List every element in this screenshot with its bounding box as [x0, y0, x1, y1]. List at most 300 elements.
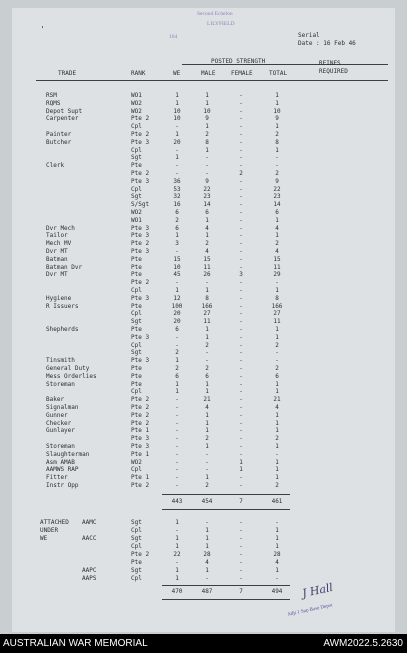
- cell-rank: Pte: [131, 372, 142, 380]
- attached-row: [12, 567, 395, 575]
- cell-rank: WO2: [131, 458, 142, 466]
- cell-trade: Storeman: [46, 380, 75, 388]
- cell-we: 1: [175, 535, 179, 542]
- cell-trade: Shepherds: [46, 326, 79, 333]
- cell-trade: R Issuers: [46, 302, 79, 310]
- cell-male: -: [205, 357, 209, 365]
- cell-rank: Sgt: [131, 349, 142, 357]
- cell-male: -: [205, 575, 209, 582]
- we-heading: WE: [40, 535, 48, 542]
- cell-we: -: [175, 248, 179, 255]
- cell-trade: Asm AMAB: [46, 458, 75, 466]
- cell-rank: WO2: [131, 209, 142, 216]
- cell-unit: AAPC: [82, 567, 97, 574]
- cell-total: -: [275, 279, 279, 287]
- cell-female: -: [239, 357, 243, 365]
- cell-rank: Cpl: [131, 466, 142, 474]
- cell-male: -: [205, 170, 209, 177]
- cell-total: 1: [275, 474, 279, 482]
- table-row: [12, 404, 395, 412]
- cell-male: 2: [205, 341, 209, 349]
- cell-rank: Pte: [131, 302, 142, 310]
- cell-male: 2: [205, 240, 209, 248]
- cell-male: 1: [205, 535, 209, 542]
- cell-total: 1: [275, 458, 279, 466]
- cell-trade: Depot Supt: [46, 107, 83, 115]
- cell-we: 53: [173, 185, 181, 193]
- table-row: [12, 451, 395, 459]
- cell-rank: Sgt: [131, 519, 142, 526]
- table-row: [12, 154, 395, 162]
- footer-credit: AUSTRALIAN WAR MEMORIAL: [3, 638, 148, 649]
- table-row: [12, 178, 395, 186]
- subtotal-rule: [162, 494, 290, 495]
- cell-we: 16: [173, 201, 181, 209]
- table-row: [12, 108, 395, 116]
- cell-we: 2: [175, 349, 179, 357]
- cell-female: -: [239, 543, 243, 550]
- cell-female: -: [239, 365, 243, 372]
- cell-female: -: [239, 380, 243, 388]
- cell-female: -: [239, 287, 243, 294]
- cell-male: 1: [205, 388, 209, 396]
- grand-total-rule: [162, 585, 290, 586]
- table-row: [12, 388, 395, 396]
- table-row: [12, 420, 395, 428]
- cell-male: -: [205, 450, 209, 458]
- cell-total: 1: [275, 419, 279, 427]
- cell-male: -: [205, 162, 209, 170]
- cell-we: 1: [175, 154, 179, 162]
- cell-rank: Pte: [131, 326, 142, 333]
- table-row: [12, 147, 395, 155]
- cell-male: 14: [203, 201, 211, 209]
- cell-female: -: [239, 107, 243, 115]
- cell-total: 21: [273, 396, 281, 404]
- cell-we: -: [175, 396, 179, 404]
- cell-male: 8: [205, 138, 209, 146]
- cell-total: 1: [275, 427, 279, 435]
- cell-rank: Pte 1: [131, 474, 150, 482]
- cell-unit: AAPS: [82, 575, 97, 582]
- cell-total: 1: [275, 443, 279, 450]
- cell-total: 2: [275, 240, 279, 248]
- cell-trade: Baker: [46, 396, 65, 404]
- cell-female: -: [239, 138, 243, 146]
- cell-rank: WO2: [131, 107, 142, 115]
- cell-trade: Signalman: [46, 404, 79, 411]
- cell-rank: WO1: [131, 92, 142, 99]
- table-row: [12, 381, 395, 389]
- cell-female: -: [239, 341, 243, 349]
- cell-we: 1: [175, 519, 179, 526]
- cell-total: 10: [273, 107, 281, 115]
- cell-female: -: [239, 551, 243, 558]
- cell-male: 1: [205, 232, 209, 240]
- cell-male: 1: [205, 99, 209, 107]
- cell-total: 4: [275, 404, 279, 411]
- received-stamp-line2: LILYFIELD: [207, 21, 235, 27]
- cell-we: 32: [173, 193, 181, 201]
- cell-total: 23: [273, 193, 281, 201]
- cell-female: -: [239, 240, 243, 248]
- table-row: [12, 162, 395, 170]
- subtotal-male: 454: [201, 498, 213, 505]
- cell-rank: Pte 3: [131, 435, 150, 443]
- cell-we: -: [175, 435, 179, 443]
- cell-rank: Sgt: [131, 535, 142, 542]
- table-row: [12, 334, 395, 342]
- cell-male: 1: [205, 123, 209, 131]
- cell-we: -: [175, 170, 179, 177]
- cell-total: 1: [275, 535, 279, 542]
- cell-total: 1: [275, 388, 279, 396]
- cell-rank: Pte: [131, 559, 142, 566]
- cell-we: -: [175, 474, 179, 482]
- cell-trade: Butcher: [46, 138, 72, 146]
- cell-we: 1: [175, 380, 179, 388]
- cell-female: -: [239, 193, 243, 201]
- cell-female: -: [239, 535, 243, 542]
- table-row: [12, 170, 395, 178]
- cell-female: -: [239, 123, 243, 131]
- cell-female: -: [239, 404, 243, 411]
- cell-we: -: [175, 450, 179, 458]
- cell-total: 1: [275, 527, 279, 534]
- cell-male: 2: [205, 365, 209, 372]
- cell-rank: Cpl: [131, 543, 142, 550]
- footer-bar: [0, 634, 407, 653]
- cell-we: 36: [173, 177, 181, 185]
- cell-rank: S/Sgt: [131, 201, 150, 209]
- cell-we: 20: [173, 138, 181, 146]
- cell-male: -: [205, 349, 209, 357]
- subtotal-we: 443: [171, 498, 183, 505]
- cell-rank: Pte 3: [131, 443, 150, 450]
- cell-female: -: [239, 349, 243, 357]
- cell-trade: Carpenter: [46, 115, 79, 123]
- cell-rank: Sgt: [131, 154, 142, 162]
- cell-total: 11: [273, 318, 281, 326]
- cell-female: -: [239, 248, 243, 255]
- cell-trade: Batman Dvr: [46, 263, 83, 271]
- cell-female: -: [239, 162, 243, 170]
- cell-we: -: [175, 458, 179, 466]
- cell-rank: Pte: [131, 255, 142, 263]
- cell-we: 12: [173, 294, 181, 302]
- cell-female: 1: [239, 466, 243, 474]
- cell-trade: Mess Orderlies: [46, 372, 97, 380]
- cell-female: 2: [239, 170, 243, 177]
- attached-row: [12, 575, 395, 583]
- punch-mark: ': [40, 25, 45, 34]
- cell-we: -: [175, 123, 179, 131]
- table-row: [12, 256, 395, 264]
- cell-male: 1: [205, 427, 209, 435]
- cell-trade: Tinsmith: [46, 357, 75, 365]
- cell-male: 4: [205, 559, 209, 566]
- table-row: [12, 466, 395, 474]
- cell-male: 28: [203, 551, 211, 558]
- cell-female: -: [239, 263, 243, 271]
- cell-total: 1: [275, 326, 279, 333]
- cell-trade: Storeman: [46, 443, 75, 450]
- cell-female: -: [239, 92, 243, 99]
- cell-we: 10: [173, 107, 181, 115]
- cell-total: 4: [275, 248, 279, 255]
- cell-female: -: [239, 302, 243, 310]
- document-page: [12, 8, 395, 632]
- cell-rank: Cpl: [131, 146, 142, 154]
- cell-female: -: [239, 559, 243, 566]
- subtotal-total: 461: [271, 498, 283, 505]
- cell-male: 1: [205, 146, 209, 154]
- signature: J Hall: [300, 580, 335, 601]
- cell-trade: General Duty: [46, 365, 90, 372]
- cell-trade: Hygiene: [46, 294, 72, 302]
- table-row: [12, 225, 395, 233]
- cell-female: -: [239, 372, 243, 380]
- cell-male: -: [205, 279, 209, 287]
- cell-total: 1: [275, 567, 279, 574]
- cell-female: -: [239, 527, 243, 534]
- cell-male: 21: [203, 396, 211, 404]
- cell-male: 11: [203, 263, 211, 271]
- table-row: [12, 349, 395, 357]
- cell-female: -: [239, 318, 243, 326]
- cell-we: 45: [173, 271, 181, 279]
- table-row: [12, 326, 395, 334]
- cell-female: -: [239, 427, 243, 435]
- table-row: [12, 443, 395, 451]
- cell-we: 6: [175, 372, 179, 380]
- grand-total-row: [12, 588, 395, 596]
- cell-female: -: [239, 443, 243, 450]
- cell-trade: Slaughterman: [46, 450, 90, 458]
- cell-total: 166: [271, 302, 283, 310]
- cell-total: 4: [275, 559, 279, 566]
- cell-rank: Pte 2: [131, 396, 150, 404]
- table-row: [12, 248, 395, 256]
- cell-rank: Pte 2: [131, 419, 150, 427]
- cell-total: -: [275, 357, 279, 365]
- subtotal-rule-bottom: [162, 509, 290, 510]
- cell-total: 2: [275, 170, 279, 177]
- cell-we: -: [175, 443, 179, 450]
- cell-total: 1: [275, 287, 279, 294]
- cell-female: -: [239, 435, 243, 443]
- cell-rank: Sgt: [131, 567, 142, 574]
- table-row: [12, 357, 395, 365]
- adjutant-stamp: Adjt 1 Sup Base Depot: [286, 603, 334, 618]
- cell-male: 26: [203, 271, 211, 279]
- cell-rank: Pte 3: [131, 357, 150, 365]
- cell-male: 166: [201, 302, 213, 310]
- cell-female: -: [239, 232, 243, 240]
- cell-rank: Pte 2: [131, 131, 150, 138]
- cell-total: 9: [275, 177, 279, 185]
- serial-label: Serial: [298, 32, 320, 39]
- cell-female: -: [239, 224, 243, 232]
- col-reinfs: REINFS: [319, 60, 341, 67]
- cell-female: 3: [239, 271, 243, 279]
- cell-trade: Dvr MT: [46, 271, 68, 279]
- cell-male: -: [205, 466, 209, 474]
- cell-female: -: [239, 396, 243, 404]
- cell-male: 1: [205, 411, 209, 419]
- table-row: [12, 287, 395, 295]
- cell-total: 8: [275, 138, 279, 146]
- cell-male: 1: [205, 92, 209, 99]
- attached-row: [12, 519, 395, 527]
- cell-total: 4: [275, 224, 279, 232]
- table-row: [12, 474, 395, 482]
- table-row: [12, 123, 395, 131]
- cell-we: 10: [173, 263, 181, 271]
- cell-we: 6: [175, 209, 179, 216]
- table-row: [12, 342, 395, 350]
- cell-male: 1: [205, 567, 209, 574]
- cell-rank: Cpl: [131, 310, 142, 318]
- cell-rank: Pte 2: [131, 279, 150, 287]
- attached-row: [12, 551, 395, 559]
- table-row: [12, 412, 395, 420]
- table-row: [12, 459, 395, 467]
- cell-female: -: [239, 482, 243, 489]
- cell-trade: Fitter: [46, 474, 68, 482]
- cell-total: 15: [273, 255, 281, 263]
- table-row: [12, 139, 395, 147]
- cell-total: 29: [273, 271, 281, 279]
- cell-unit: AACC: [82, 535, 97, 542]
- cell-male: 23: [203, 193, 211, 201]
- cell-rank: Sgt: [131, 193, 142, 201]
- cell-male: 2: [205, 131, 209, 138]
- cell-female: -: [239, 279, 243, 287]
- cell-trade: Dvr MT: [46, 248, 68, 255]
- cell-rank: WO1: [131, 216, 142, 224]
- cell-we: 1: [175, 287, 179, 294]
- cell-trade: Tailor: [46, 232, 68, 240]
- cell-rank: Pte 1: [131, 450, 150, 458]
- cell-female: -: [239, 154, 243, 162]
- cell-total: -: [275, 450, 279, 458]
- table-row: [12, 365, 395, 373]
- cell-total: 14: [273, 201, 281, 209]
- grand-total-rule-bottom: [162, 599, 290, 600]
- col-required: REQUIRED: [319, 68, 348, 75]
- cell-we: -: [175, 427, 179, 435]
- cell-female: -: [239, 209, 243, 216]
- cell-we: 1: [175, 99, 179, 107]
- col-rank: RANK: [131, 70, 146, 77]
- cell-rank: Pte 2: [131, 482, 150, 489]
- cell-total: -: [275, 162, 279, 170]
- cell-male: 9: [205, 115, 209, 123]
- cell-total: 1: [275, 216, 279, 224]
- cell-male: 2: [205, 435, 209, 443]
- table-row: [12, 310, 395, 318]
- cell-we: 1: [175, 388, 179, 396]
- cell-male: 1: [205, 216, 209, 224]
- cell-we: 100: [171, 302, 183, 310]
- cell-female: -: [239, 185, 243, 193]
- cell-trade: Clerk: [46, 162, 65, 170]
- cell-total: 1: [275, 333, 279, 341]
- grand-total-female: 7: [239, 588, 243, 595]
- cell-female: -: [239, 201, 243, 209]
- cell-total: 11: [273, 263, 281, 271]
- cell-rank: Pte 1: [131, 427, 150, 435]
- cell-female: -: [239, 115, 243, 123]
- cell-rank: Pte: [131, 271, 142, 279]
- cell-total: 1: [275, 466, 279, 474]
- table-row: [12, 396, 395, 404]
- cell-we: -: [175, 341, 179, 349]
- cell-total: 9: [275, 115, 279, 123]
- cell-we: 1: [175, 575, 179, 582]
- cell-we: -: [175, 482, 179, 489]
- cell-we: 22: [173, 551, 181, 558]
- table-row: [12, 193, 395, 201]
- cell-rank: Pte: [131, 365, 142, 372]
- attached-row: [12, 535, 395, 543]
- grand-total-total: 494: [271, 588, 283, 595]
- cell-we: 2: [175, 365, 179, 372]
- cell-we: 2: [175, 216, 179, 224]
- col-male: MALE: [201, 70, 216, 77]
- cell-male: 11: [203, 318, 211, 326]
- col-total: TOTAL: [269, 70, 288, 77]
- cell-rank: Pte 2: [131, 240, 150, 248]
- cell-female: -: [239, 388, 243, 396]
- table-row: [12, 482, 395, 490]
- received-stamp-line1: Second Echelon: [197, 11, 233, 17]
- cell-rank: Pte 3: [131, 138, 150, 146]
- cell-male: 1: [205, 443, 209, 450]
- cell-we: -: [175, 559, 179, 566]
- cell-male: 8: [205, 294, 209, 302]
- subtotal-row: [12, 498, 395, 506]
- cell-trade: Painter: [46, 131, 72, 138]
- attached-heading: ATTACHED: [40, 519, 69, 526]
- table-row: [12, 318, 395, 326]
- cell-female: -: [239, 474, 243, 482]
- cell-male: -: [205, 519, 209, 526]
- cell-we: -: [175, 404, 179, 411]
- cell-total: 1: [275, 99, 279, 107]
- cell-female: -: [239, 131, 243, 138]
- cell-rank: Pte 3: [131, 294, 150, 302]
- cell-female: -: [239, 450, 243, 458]
- cell-we: -: [175, 527, 179, 534]
- cell-rank: Pte 2: [131, 411, 150, 419]
- cell-we: 20: [173, 310, 181, 318]
- cell-female: -: [239, 255, 243, 263]
- table-row: [12, 240, 395, 248]
- col-trade: TRADE: [58, 70, 77, 77]
- cell-male: 4: [205, 248, 209, 255]
- attached-row: [12, 559, 395, 567]
- cell-male: 27: [203, 310, 211, 318]
- cell-we: 1: [175, 131, 179, 138]
- cell-we: 1: [175, 232, 179, 240]
- col-we: WE: [173, 70, 181, 77]
- cell-female: -: [239, 419, 243, 427]
- cell-trade: Gunlayer: [46, 427, 75, 435]
- date-label: Date : 16 Feb 46: [298, 40, 356, 47]
- table-row: [12, 435, 395, 443]
